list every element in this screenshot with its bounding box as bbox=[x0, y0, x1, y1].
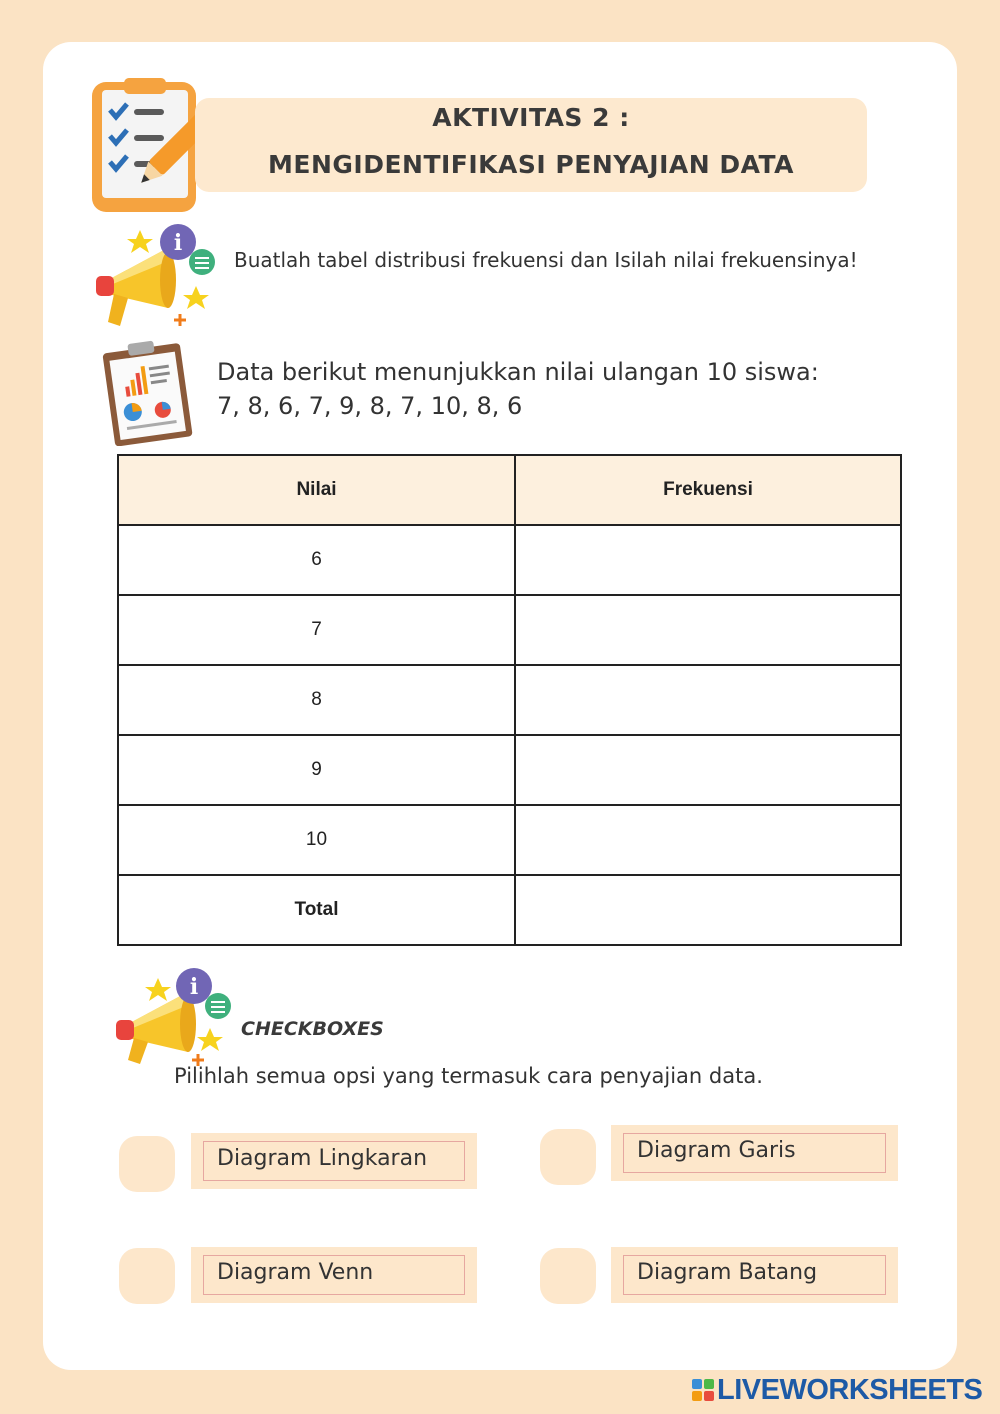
nilai-cell: 9 bbox=[118, 735, 515, 805]
option-diagram-lingkaran[interactable] bbox=[191, 1133, 477, 1189]
option-label: Diagram Lingkaran bbox=[217, 1146, 428, 1171]
frequency-table bbox=[117, 454, 902, 946]
checkbox-diagram-lingkaran[interactable] bbox=[119, 1136, 175, 1192]
data-values: 7, 8, 6, 7, 9, 8, 7, 10, 8, 6 bbox=[217, 392, 523, 420]
liveworksheets-logo bbox=[692, 1373, 982, 1407]
table-row bbox=[118, 805, 901, 875]
option-label: Diagram Garis bbox=[637, 1138, 796, 1163]
frequency-input-cell[interactable] bbox=[515, 595, 901, 665]
frequency-input-cell[interactable] bbox=[515, 805, 901, 875]
clipboard-chart-icon bbox=[96, 336, 196, 446]
svg-text:i: i bbox=[189, 974, 199, 1000]
header-nilai: Nilai bbox=[118, 455, 515, 525]
brand-text: LIVEWORKSHEETS bbox=[717, 1373, 983, 1406]
total-input-cell[interactable] bbox=[515, 875, 901, 945]
activity-title: AKTIVITAS 2 : bbox=[432, 103, 630, 132]
checkboxes-heading: CHECKBOXES bbox=[241, 1018, 384, 1040]
option-label: Diagram Venn bbox=[217, 1260, 374, 1285]
table-row bbox=[118, 735, 901, 805]
frequency-input-cell[interactable] bbox=[515, 525, 901, 595]
svg-text:i: i bbox=[173, 230, 183, 256]
checkbox-diagram-venn[interactable] bbox=[119, 1248, 175, 1304]
option-diagram-batang[interactable] bbox=[611, 1247, 898, 1303]
nilai-cell: 7 bbox=[118, 595, 515, 665]
data-description-line1: Data berikut menunjukkan nilai ulangan 10 siswa: bbox=[217, 358, 819, 386]
table-row bbox=[118, 665, 901, 735]
megaphone-info-icon bbox=[114, 966, 239, 1076]
table-total-row bbox=[118, 875, 901, 945]
nilai-cell: 6 bbox=[118, 525, 515, 595]
table-header-row bbox=[118, 455, 901, 525]
megaphone-info-icon bbox=[94, 222, 219, 332]
checkbox-diagram-batang[interactable] bbox=[540, 1248, 596, 1304]
total-label: Total bbox=[118, 875, 515, 945]
header-frekuensi: Frekuensi bbox=[515, 455, 901, 525]
nilai-cell: 8 bbox=[118, 665, 515, 735]
frequency-input-cell[interactable] bbox=[515, 735, 901, 805]
liveworksheets-mark-icon bbox=[692, 1379, 714, 1401]
checkboxes-instruction: Pilihlah semua opsi yang termasuk cara penyajian data. bbox=[174, 1064, 763, 1088]
option-label: Diagram Batang bbox=[637, 1260, 818, 1285]
nilai-cell: 10 bbox=[118, 805, 515, 875]
data-description bbox=[217, 355, 917, 423]
instruction-text: Buatlah tabel distribusi frekuensi dan Isilah nilai frekuensinya! bbox=[234, 248, 858, 272]
table-row bbox=[118, 525, 901, 595]
option-diagram-venn[interactable] bbox=[191, 1247, 477, 1303]
table-row bbox=[118, 595, 901, 665]
activity-subtitle: MENGIDENTIFIKASI PENYAJIAN DATA bbox=[268, 150, 794, 179]
option-diagram-garis[interactable] bbox=[611, 1125, 898, 1181]
checkbox-diagram-garis[interactable] bbox=[540, 1129, 596, 1185]
frequency-input-cell[interactable] bbox=[515, 665, 901, 735]
